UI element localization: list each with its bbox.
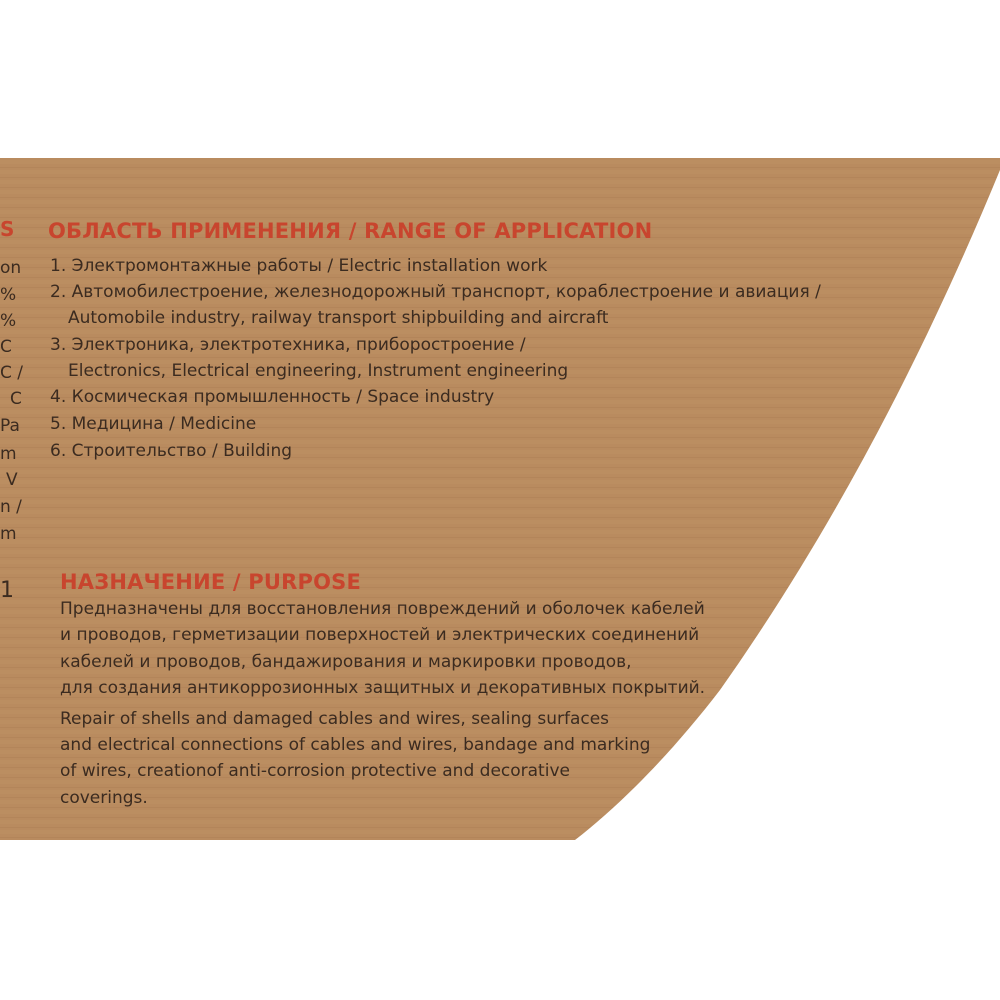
edge-fragment: m <box>0 524 17 544</box>
edge-fragment: n / <box>0 497 22 517</box>
purpose-en-line: coverings. <box>60 788 148 808</box>
range-line: Electronics, Electrical engineering, Instrument engineering <box>68 361 569 381</box>
purpose-en-line: Repair of shells and damaged cables and wires, sealing surfaces <box>60 709 610 729</box>
purpose-ru-line: кабелей и проводов, бандажирования и маркировки проводов, <box>60 652 632 672</box>
edge-fragment: V <box>6 470 18 490</box>
purpose-en-line: of wires, creationof anti-corrosion protective and decorative <box>60 761 570 781</box>
edge-fragment: % <box>0 285 17 305</box>
range-line: 1. Электромонтажные работы / Electric installation work <box>50 256 548 276</box>
purpose-ru-line: для создания антикоррозионных защитных и декоративных покрытий. <box>60 678 706 698</box>
edge-fragment: S <box>0 217 15 241</box>
edge-fragment: 1 <box>0 578 14 603</box>
purpose-heading: НАЗНАЧЕНИЕ / PURPOSE <box>60 570 362 594</box>
edge-fragment: C <box>0 337 12 357</box>
range-line: 4. Космическая промышленность / Space industry <box>50 387 495 407</box>
purpose-en-line: and electrical connections of cables and wires, bandage and marking <box>60 735 651 755</box>
edge-fragment: m <box>0 444 17 464</box>
purpose-ru-line: Предназначены для восстановления повреждений и оболочек кабелей <box>60 599 705 619</box>
edge-fragment: C / <box>0 363 24 383</box>
edge-fragment: C <box>10 389 22 409</box>
range-line: 2. Автомобилестроение, железнодорожный транспорт, кораблестроение и авиация / <box>50 282 821 302</box>
range-line: 6. Строительство / Building <box>50 441 293 461</box>
range-line: Automobile industry, railway transport shipbuilding and aircraft <box>68 308 609 328</box>
range-line: 3. Электроника, электротехника, приборостроение / <box>50 335 526 355</box>
edge-fragment: Pa <box>0 416 20 436</box>
range-line: 5. Медицина / Medicine <box>50 414 257 434</box>
edge-fragment: on <box>0 258 22 278</box>
purpose-ru-line: и проводов, герметизации поверхностей и электрических соединений <box>60 625 700 645</box>
range-heading: ОБЛАСТЬ ПРИМЕНЕНИЯ / RANGE OF APPLICATION <box>48 219 653 243</box>
edge-fragment: % <box>0 311 17 331</box>
